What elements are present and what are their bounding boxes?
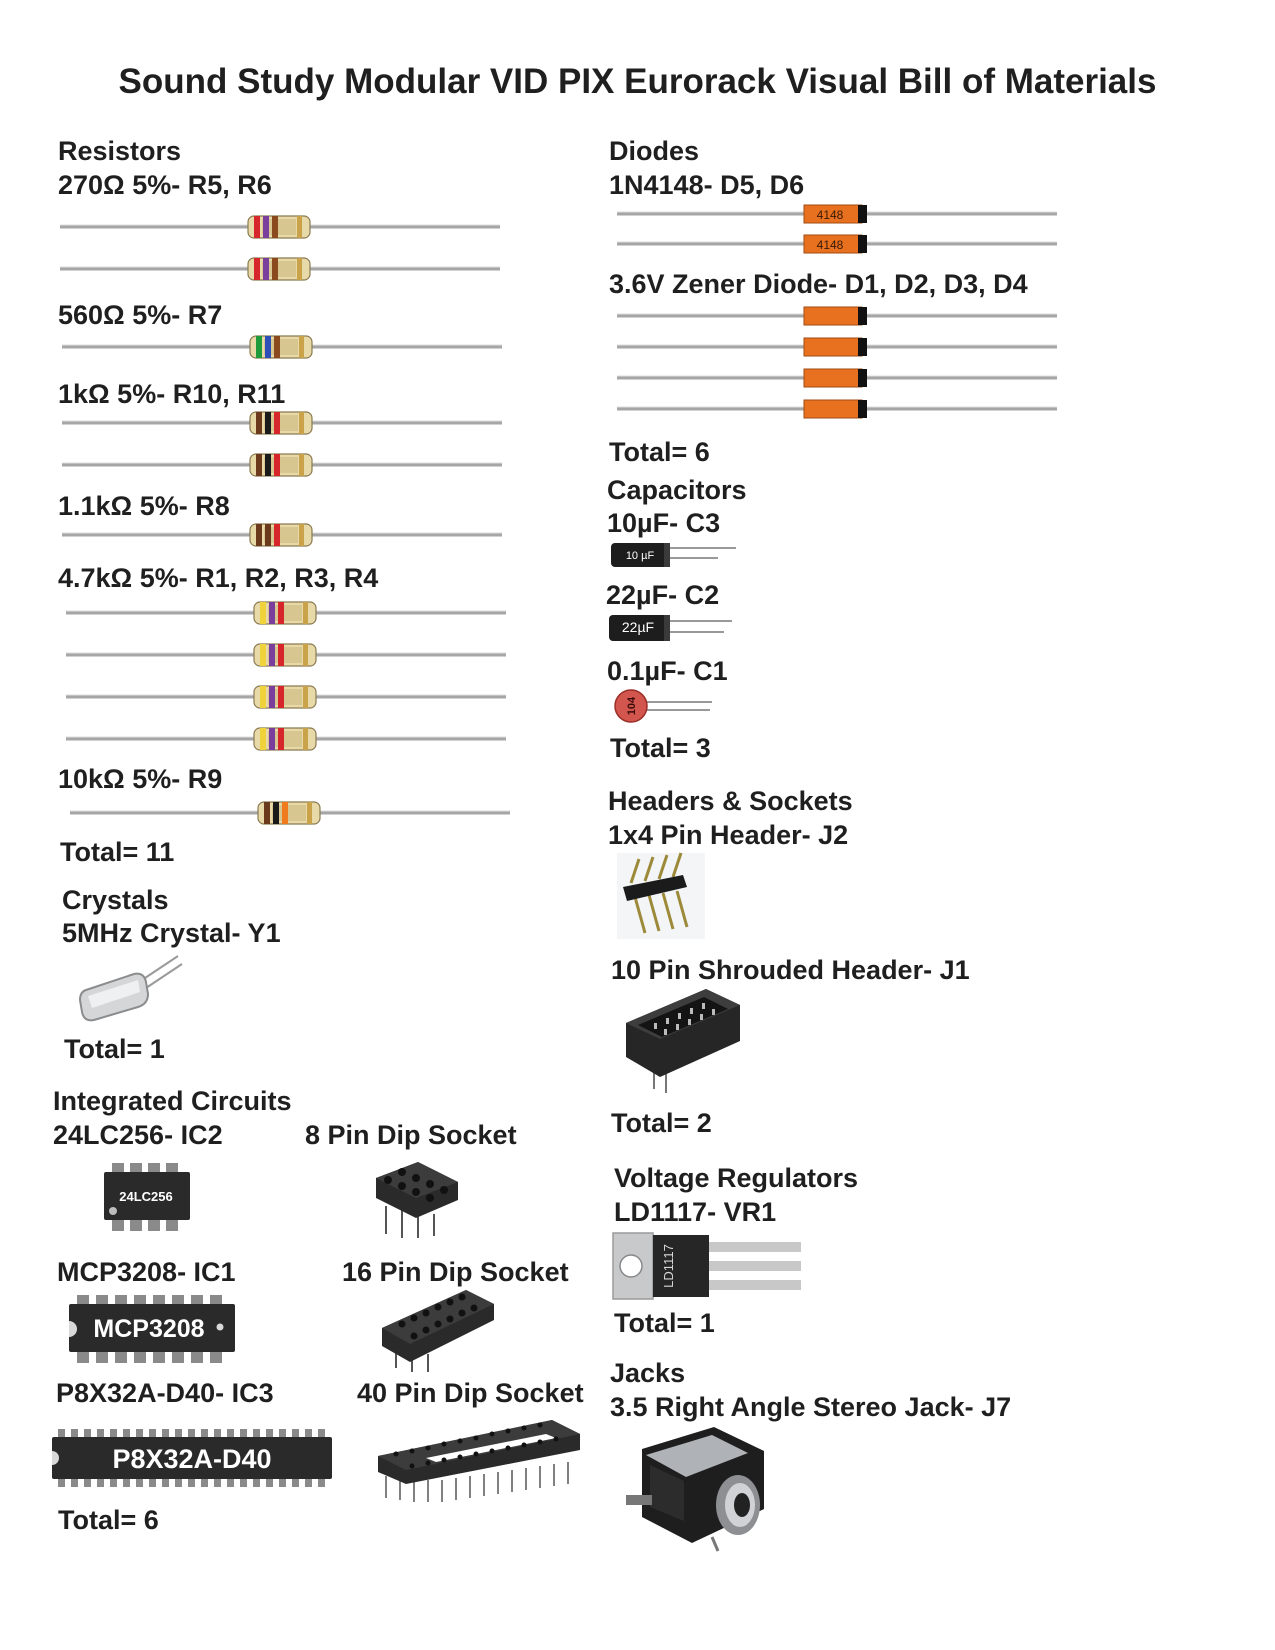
capacitor-label-22uf: 22µF- C2	[606, 580, 720, 610]
resistor	[62, 334, 512, 360]
page-title: Sound Study Modular VID PIX Eurorack Visual Bill of Materials	[118, 62, 1157, 101]
socket-label-16pin: 16 Pin Dip Socket	[342, 1257, 569, 1287]
header-label-1x4: 1x4 Pin Header- J2	[608, 820, 849, 850]
diode-marking: 4148	[816, 238, 844, 252]
capacitor-marking: 10 µF	[625, 550, 655, 562]
ic-label-24lc256: 24LC256- IC2	[53, 1120, 223, 1150]
ic-24lc256	[104, 1163, 190, 1231]
resistor	[66, 684, 516, 710]
diode-label-zener: 3.6V Zener Diode- D1, D2, D3, D4	[609, 269, 1028, 299]
capacitors-heading: Capacitors	[607, 475, 747, 505]
headers-total: Total= 2	[611, 1108, 712, 1138]
regulator-label-ld1117: LD1117- VR1	[614, 1197, 777, 1227]
resistor-label-560: 560Ω 5%- R7	[58, 300, 223, 330]
socket-label-40pin: 40 Pin Dip Socket	[357, 1378, 584, 1408]
jacks-heading: Jacks	[610, 1358, 686, 1388]
voltage-regulator-ld1117	[613, 1233, 803, 1299]
electrolytic-capacitor-10uf	[610, 541, 738, 569]
capacitor-marking: 22µF	[621, 619, 655, 635]
shrouded-header-10-pin-icon	[624, 985, 742, 1095]
crystals-total: Total= 1	[64, 1034, 165, 1064]
stereo-jack-icon	[622, 1425, 772, 1553]
dip-socket-8-pin-icon	[372, 1158, 462, 1240]
ic-marking: MCP3208	[93, 1315, 205, 1343]
diode	[617, 306, 1057, 326]
diode	[617, 368, 1057, 388]
socket-label-8pin: 8 Pin Dip Socket	[305, 1120, 517, 1150]
dip-socket-40-pin-icon	[376, 1414, 582, 1506]
crystal-label: 5MHz Crystal- Y1	[62, 918, 281, 948]
resistor-label-4-7k: 4.7kΩ 5%- R1, R2, R3, R4	[58, 563, 379, 593]
headers-heading: Headers & Sockets	[608, 786, 853, 816]
electrolytic-capacitor-22uf	[608, 613, 736, 643]
resistor	[62, 452, 512, 478]
capacitor-label-0-1uf: 0.1µF- C1	[607, 656, 728, 686]
diode	[617, 234, 1057, 254]
resistor	[62, 410, 512, 436]
crystal-icon	[78, 952, 198, 1024]
jack-label-3-5: 3.5 Right Angle Stereo Jack- J7	[610, 1392, 1012, 1422]
ic-label-mcp3208: MCP3208- IC1	[57, 1257, 236, 1287]
diode	[617, 337, 1057, 357]
diode	[617, 204, 1057, 224]
header-label-shrouded: 10 Pin Shrouded Header- J1	[611, 955, 970, 985]
capacitors-total: Total= 3	[610, 733, 711, 763]
crystals-heading: Crystals	[62, 885, 169, 915]
regulators-total: Total= 1	[614, 1308, 715, 1338]
resistor-label-10k: 10kΩ 5%- R9	[58, 764, 223, 794]
dip-socket-16-pin-icon	[380, 1288, 498, 1374]
diode	[617, 399, 1057, 419]
regulator-marking: LD1117	[661, 1244, 676, 1288]
resistors-heading: Resistors	[58, 136, 182, 166]
resistor	[62, 522, 512, 548]
ic-p8x32a	[52, 1429, 332, 1487]
ceramic-capacitor-icon	[612, 688, 714, 724]
regulators-heading: Voltage Regulators	[614, 1163, 859, 1193]
resistor	[66, 600, 516, 626]
ics-total: Total= 6	[58, 1505, 159, 1535]
ic-mcp3208	[69, 1295, 235, 1363]
ics-heading: Integrated Circuits	[53, 1086, 292, 1116]
resistor	[60, 256, 510, 282]
ic-marking: P8X32A-D40	[112, 1444, 272, 1474]
ic-label-p8x32a: P8X32A-D40- IC3	[56, 1378, 274, 1408]
diodes-heading: Diodes	[609, 136, 700, 166]
resistor-label-1-1k: 1.1kΩ 5%- R8	[58, 491, 230, 521]
resistor	[66, 726, 516, 752]
capacitor-marking: 104	[626, 696, 638, 716]
resistor-label-270: 270Ω 5%- R5, R6	[58, 170, 272, 200]
resistor	[60, 214, 510, 240]
resistors-total: Total= 11	[60, 837, 175, 867]
resistor	[66, 642, 516, 668]
pin-header-1x4-icon	[617, 853, 705, 939]
diode-marking: 4148	[816, 208, 844, 222]
resistor-label-1k: 1kΩ 5%- R10, R11	[58, 379, 286, 409]
capacitor-label-10uf: 10µF- C3	[607, 508, 721, 538]
diode-label-1n4148: 1N4148- D5, D6	[609, 170, 805, 200]
resistor	[70, 800, 520, 826]
diodes-total: Total= 6	[609, 437, 710, 467]
ic-marking: 24LC256	[119, 1189, 173, 1204]
